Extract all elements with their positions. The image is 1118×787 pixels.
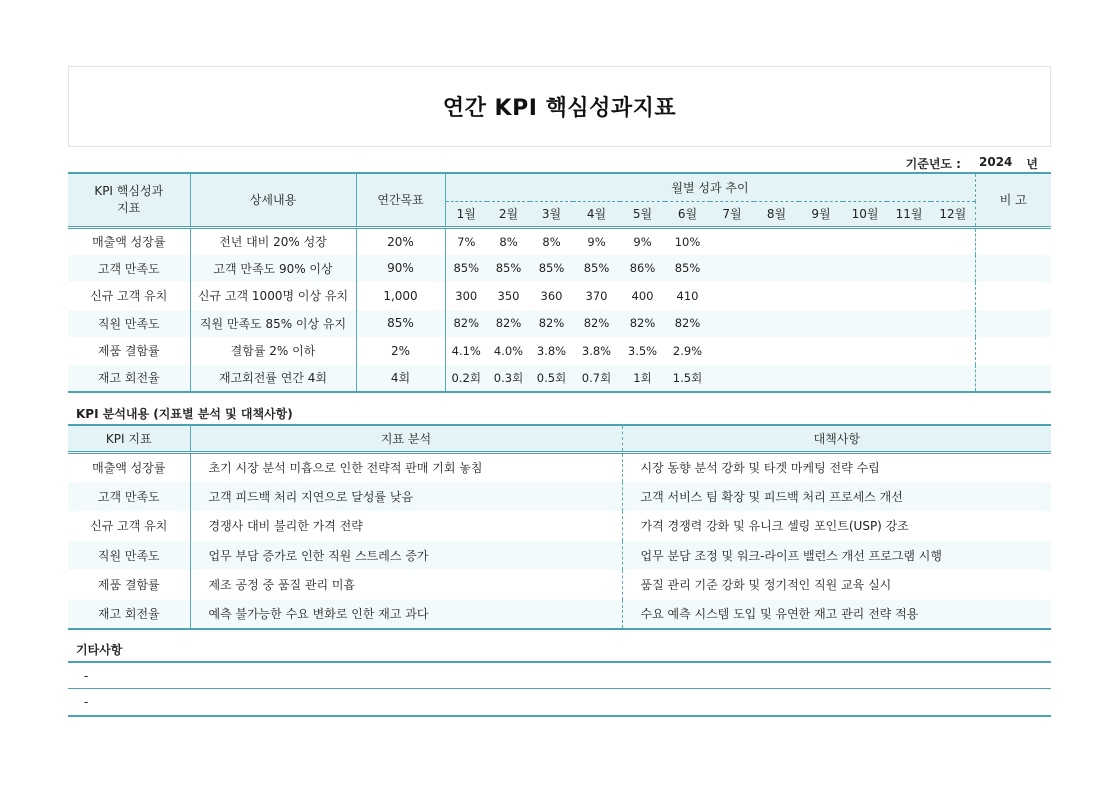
analysis-table: [68, 424, 1051, 630]
notes-area: [68, 661, 1051, 717]
kpi-month-cell[interactable]: [710, 227, 754, 255]
header-analysis: 지표 분석: [190, 425, 622, 452]
kpi-month-cell[interactable]: 85%: [530, 255, 573, 283]
kpi-month-cell[interactable]: 82%: [573, 310, 620, 338]
kpi-month-cell[interactable]: 1회: [620, 365, 665, 393]
action-text-cell[interactable]: 시장 동향 분석 강화 및 타겟 마케팅 전략 수립: [622, 452, 1051, 482]
kpi-month-cell[interactable]: [887, 310, 931, 338]
analysis-row: [68, 570, 1051, 600]
analysis-kpi-cell[interactable]: 직원 만족도: [68, 541, 190, 571]
analysis-kpi-cell[interactable]: 재고 회전율: [68, 600, 190, 630]
kpi-month-cell[interactable]: 2.9%: [672, 343, 703, 358]
kpi-month-cell[interactable]: [843, 227, 887, 255]
kpi-month-cell[interactable]: [931, 282, 975, 310]
kpi-month-cell[interactable]: [710, 255, 754, 283]
kpi-month-cell[interactable]: 7%: [445, 227, 487, 255]
base-year-label: 기준년도 :: [905, 157, 961, 171]
kpi-target-cell[interactable]: 4회: [356, 365, 445, 393]
kpi-month-cell[interactable]: 85%: [665, 255, 710, 283]
month-header: 2월: [487, 201, 530, 227]
kpi-detail-cell[interactable]: 재고회전률 연간 4회: [190, 365, 356, 393]
month-header: 9월: [799, 201, 843, 227]
kpi-month-cell[interactable]: [931, 255, 975, 283]
kpi-month-cell[interactable]: [799, 337, 843, 365]
kpi-row: [68, 282, 1051, 310]
kpi-note-cell[interactable]: [975, 227, 1051, 255]
kpi-month-cell[interactable]: [843, 365, 887, 393]
page-title: 연간 KPI 핵심성과지표: [442, 96, 677, 121]
header-detail: 상세내용: [190, 173, 356, 227]
analysis-text-cell[interactable]: 경쟁사 대비 불리한 가격 전략: [190, 511, 622, 541]
month-header: 11월: [887, 201, 931, 227]
kpi-month-cell[interactable]: [710, 337, 754, 365]
analysis-text-cell[interactable]: 고객 피드백 처리 지연으로 달성률 낮음: [190, 482, 622, 512]
kpi-month-cell[interactable]: [754, 337, 799, 365]
kpi-month-cell[interactable]: 400: [631, 288, 654, 303]
action-text-cell[interactable]: 업무 분담 조정 및 워크-라이프 밸런스 개선 프로그램 시행: [622, 541, 1051, 571]
month-header: 8월: [754, 201, 799, 227]
kpi-row: [68, 255, 1051, 283]
header-kpi: KPI 핵심성과지표: [68, 173, 190, 227]
kpi-month-cell[interactable]: 8%: [542, 234, 561, 249]
kpi-month-cell[interactable]: 85%: [573, 255, 620, 283]
notes-section-title: 기타사항: [76, 643, 123, 657]
kpi-month-cell[interactable]: [843, 337, 887, 365]
analysis-row: [68, 541, 1051, 571]
kpi-month-cell[interactable]: [710, 310, 754, 338]
header-target: 연간목표: [356, 173, 445, 227]
kpi-month-cell[interactable]: 300: [445, 282, 487, 310]
analysis-row: [68, 452, 1051, 482]
kpi-month-cell[interactable]: [887, 227, 931, 255]
kpi-month-cell[interactable]: [754, 255, 799, 283]
note-line-2[interactable]: -: [68, 688, 1051, 715]
kpi-month-cell[interactable]: [799, 365, 843, 393]
kpi-month-cell[interactable]: 82%: [530, 310, 573, 338]
kpi-month-cell[interactable]: 85%: [487, 255, 530, 283]
kpi-month-cell[interactable]: [754, 227, 799, 255]
kpi-month-cell[interactable]: 82%: [487, 310, 530, 338]
kpi-month-cell[interactable]: [799, 227, 843, 255]
kpi-month-cell[interactable]: [799, 255, 843, 283]
kpi-month-cell[interactable]: 350: [497, 288, 520, 303]
kpi-month-cell[interactable]: [931, 227, 975, 255]
kpi-month-cell[interactable]: [843, 255, 887, 283]
analysis-row: [68, 511, 1051, 541]
analysis-kpi-cell[interactable]: 제품 결함률: [97, 578, 160, 593]
kpi-note-cell[interactable]: [975, 337, 1051, 365]
analysis-text-cell[interactable]: 예측 불가능한 수요 변화로 인한 재고 과다: [190, 600, 622, 630]
kpi-month-cell[interactable]: 9%: [633, 234, 652, 249]
kpi-month-cell[interactable]: [887, 365, 931, 393]
kpi-month-cell[interactable]: [931, 310, 975, 338]
kpi-table: [68, 172, 1051, 393]
kpi-target-cell[interactable]: 20%: [356, 227, 445, 255]
kpi-month-cell[interactable]: [887, 282, 931, 310]
kpi-target-cell[interactable]: 90%: [356, 255, 445, 283]
kpi-month-cell[interactable]: 3.8%: [581, 343, 612, 358]
kpi-month-cell[interactable]: 82%: [445, 310, 487, 338]
header-action: 대책사항: [622, 425, 1051, 452]
kpi-name-cell[interactable]: 고객 만족도: [68, 255, 190, 283]
month-header: 12월: [931, 201, 975, 227]
kpi-month-cell[interactable]: [710, 282, 754, 310]
analysis-row: [68, 482, 1051, 512]
kpi-note-cell[interactable]: [975, 255, 1051, 283]
action-text-cell[interactable]: 가격 경쟁력 강화 및 유니크 셀링 포인트(USP) 강조: [622, 511, 1051, 541]
analysis-kpi-cell[interactable]: 고객 만족도: [68, 482, 190, 512]
title-box: [68, 66, 1051, 147]
kpi-month-cell[interactable]: [754, 282, 799, 310]
kpi-row: [68, 337, 1051, 365]
kpi-month-cell[interactable]: 360: [540, 288, 563, 303]
kpi-month-cell[interactable]: [710, 365, 754, 393]
base-year: [906, 155, 1038, 172]
kpi-month-cell[interactable]: 0.7회: [573, 365, 620, 393]
kpi-month-cell[interactable]: [931, 365, 975, 393]
kpi-month-cell[interactable]: 370: [585, 288, 608, 303]
month-header: 1월: [445, 201, 487, 227]
kpi-detail-cell[interactable]: 직원 만족도 85% 이상 유지: [190, 310, 356, 338]
month-header: 5월: [620, 201, 665, 227]
kpi-month-cell[interactable]: 85%: [445, 255, 487, 283]
action-text-cell[interactable]: 고객 서비스 팀 확장 및 피드백 처리 프로세스 개선: [622, 482, 1051, 512]
analysis-section-title: KPI 분석내용 (지표별 분석 및 대책사항): [76, 407, 293, 421]
action-text-cell[interactable]: 수요 예측 시스템 도입 및 유연한 재고 관리 전략 적용: [622, 600, 1051, 630]
kpi-row: [68, 310, 1051, 338]
kpi-detail-cell[interactable]: 결함률 2% 이하: [190, 337, 356, 365]
month-header: 6월: [665, 201, 710, 227]
kpi-name-cell[interactable]: 제품 결함률: [97, 344, 160, 359]
kpi-month-cell[interactable]: [887, 337, 931, 365]
kpi-month-cell[interactable]: 3.8%: [536, 343, 567, 358]
analysis-text-cell[interactable]: 업무 부담 증가로 인한 직원 스트레스 증가: [190, 541, 622, 571]
kpi-month-cell[interactable]: 8%: [499, 234, 518, 249]
kpi-detail-cell[interactable]: 신규 고객 1000명 이상 유치: [190, 282, 356, 310]
month-header: 10월: [843, 201, 887, 227]
base-year-value[interactable]: 2024: [979, 155, 1013, 169]
kpi-month-cell[interactable]: 3.5%: [627, 343, 658, 358]
kpi-month-cell[interactable]: 82%: [620, 310, 665, 338]
kpi-month-cell[interactable]: [799, 282, 843, 310]
kpi-detail-cell[interactable]: 고객 만족도 90% 이상: [190, 255, 356, 283]
base-year-unit: 년: [1026, 157, 1038, 171]
kpi-target-cell[interactable]: 1,000: [356, 282, 445, 310]
kpi-name-cell[interactable]: 매출액 성장률: [92, 235, 166, 249]
month-header: 7월: [710, 201, 754, 227]
kpi-month-cell[interactable]: 10%: [674, 234, 701, 249]
kpi-row: [68, 365, 1051, 393]
kpi-month-cell[interactable]: 4.1%: [445, 337, 487, 365]
kpi-note-cell[interactable]: [975, 282, 1051, 310]
kpi-name-cell[interactable]: 신규 고객 유치: [90, 289, 168, 304]
action-text-cell[interactable]: 품질 관리 기준 강화 및 정기적인 직원 교육 실시: [622, 570, 1051, 600]
header-kpi-indicator: KPI 지표: [68, 425, 190, 452]
analysis-kpi-cell[interactable]: 신규 고객 유치: [90, 519, 168, 534]
kpi-name-cell[interactable]: 직원 만족도: [68, 310, 190, 338]
kpi-month-cell[interactable]: [843, 310, 887, 338]
kpi-month-cell[interactable]: 0.3회: [487, 365, 530, 393]
analysis-text-cell[interactable]: 초기 시장 분석 미흡으로 인한 전략적 판매 기회 놓침: [190, 452, 622, 482]
notes-bottom-rule: [68, 715, 1051, 717]
kpi-target-cell[interactable]: 2%: [356, 337, 445, 365]
kpi-month-cell[interactable]: [931, 337, 975, 365]
month-header: 4월: [573, 201, 620, 227]
header-note: 비 고: [975, 173, 1051, 227]
kpi-month-cell[interactable]: 9%: [587, 234, 606, 249]
kpi-month-cell[interactable]: 86%: [620, 255, 665, 283]
kpi-month-cell[interactable]: 0.5회: [530, 365, 573, 393]
kpi-note-cell[interactable]: [975, 365, 1051, 393]
month-header: 3월: [530, 201, 573, 227]
kpi-month-cell[interactable]: 0.2회: [445, 365, 487, 393]
kpi-target-cell[interactable]: 85%: [356, 310, 445, 338]
kpi-month-cell[interactable]: 4.0%: [493, 343, 524, 358]
kpi-row: [68, 227, 1051, 255]
kpi-name-cell[interactable]: 재고 회전율: [68, 365, 190, 393]
analysis-text-cell[interactable]: 제조 공정 중 품질 관리 미흡: [190, 570, 622, 600]
kpi-month-cell[interactable]: [887, 255, 931, 283]
kpi-month-cell[interactable]: 82%: [665, 310, 710, 338]
kpi-month-cell[interactable]: [754, 365, 799, 393]
kpi-month-cell[interactable]: [843, 282, 887, 310]
analysis-row: [68, 600, 1051, 630]
kpi-detail-cell[interactable]: 전년 대비 20% 성장: [190, 227, 356, 255]
kpi-month-cell[interactable]: 410: [676, 288, 699, 303]
header-monthly: 월별 성과 추이: [445, 173, 975, 201]
kpi-month-cell[interactable]: [754, 310, 799, 338]
kpi-note-cell[interactable]: [975, 310, 1051, 338]
kpi-month-cell[interactable]: 1.5회: [665, 365, 710, 393]
kpi-month-cell[interactable]: [799, 310, 843, 338]
analysis-kpi-cell[interactable]: 매출액 성장률: [92, 461, 166, 475]
note-line-1[interactable]: -: [68, 661, 1051, 688]
